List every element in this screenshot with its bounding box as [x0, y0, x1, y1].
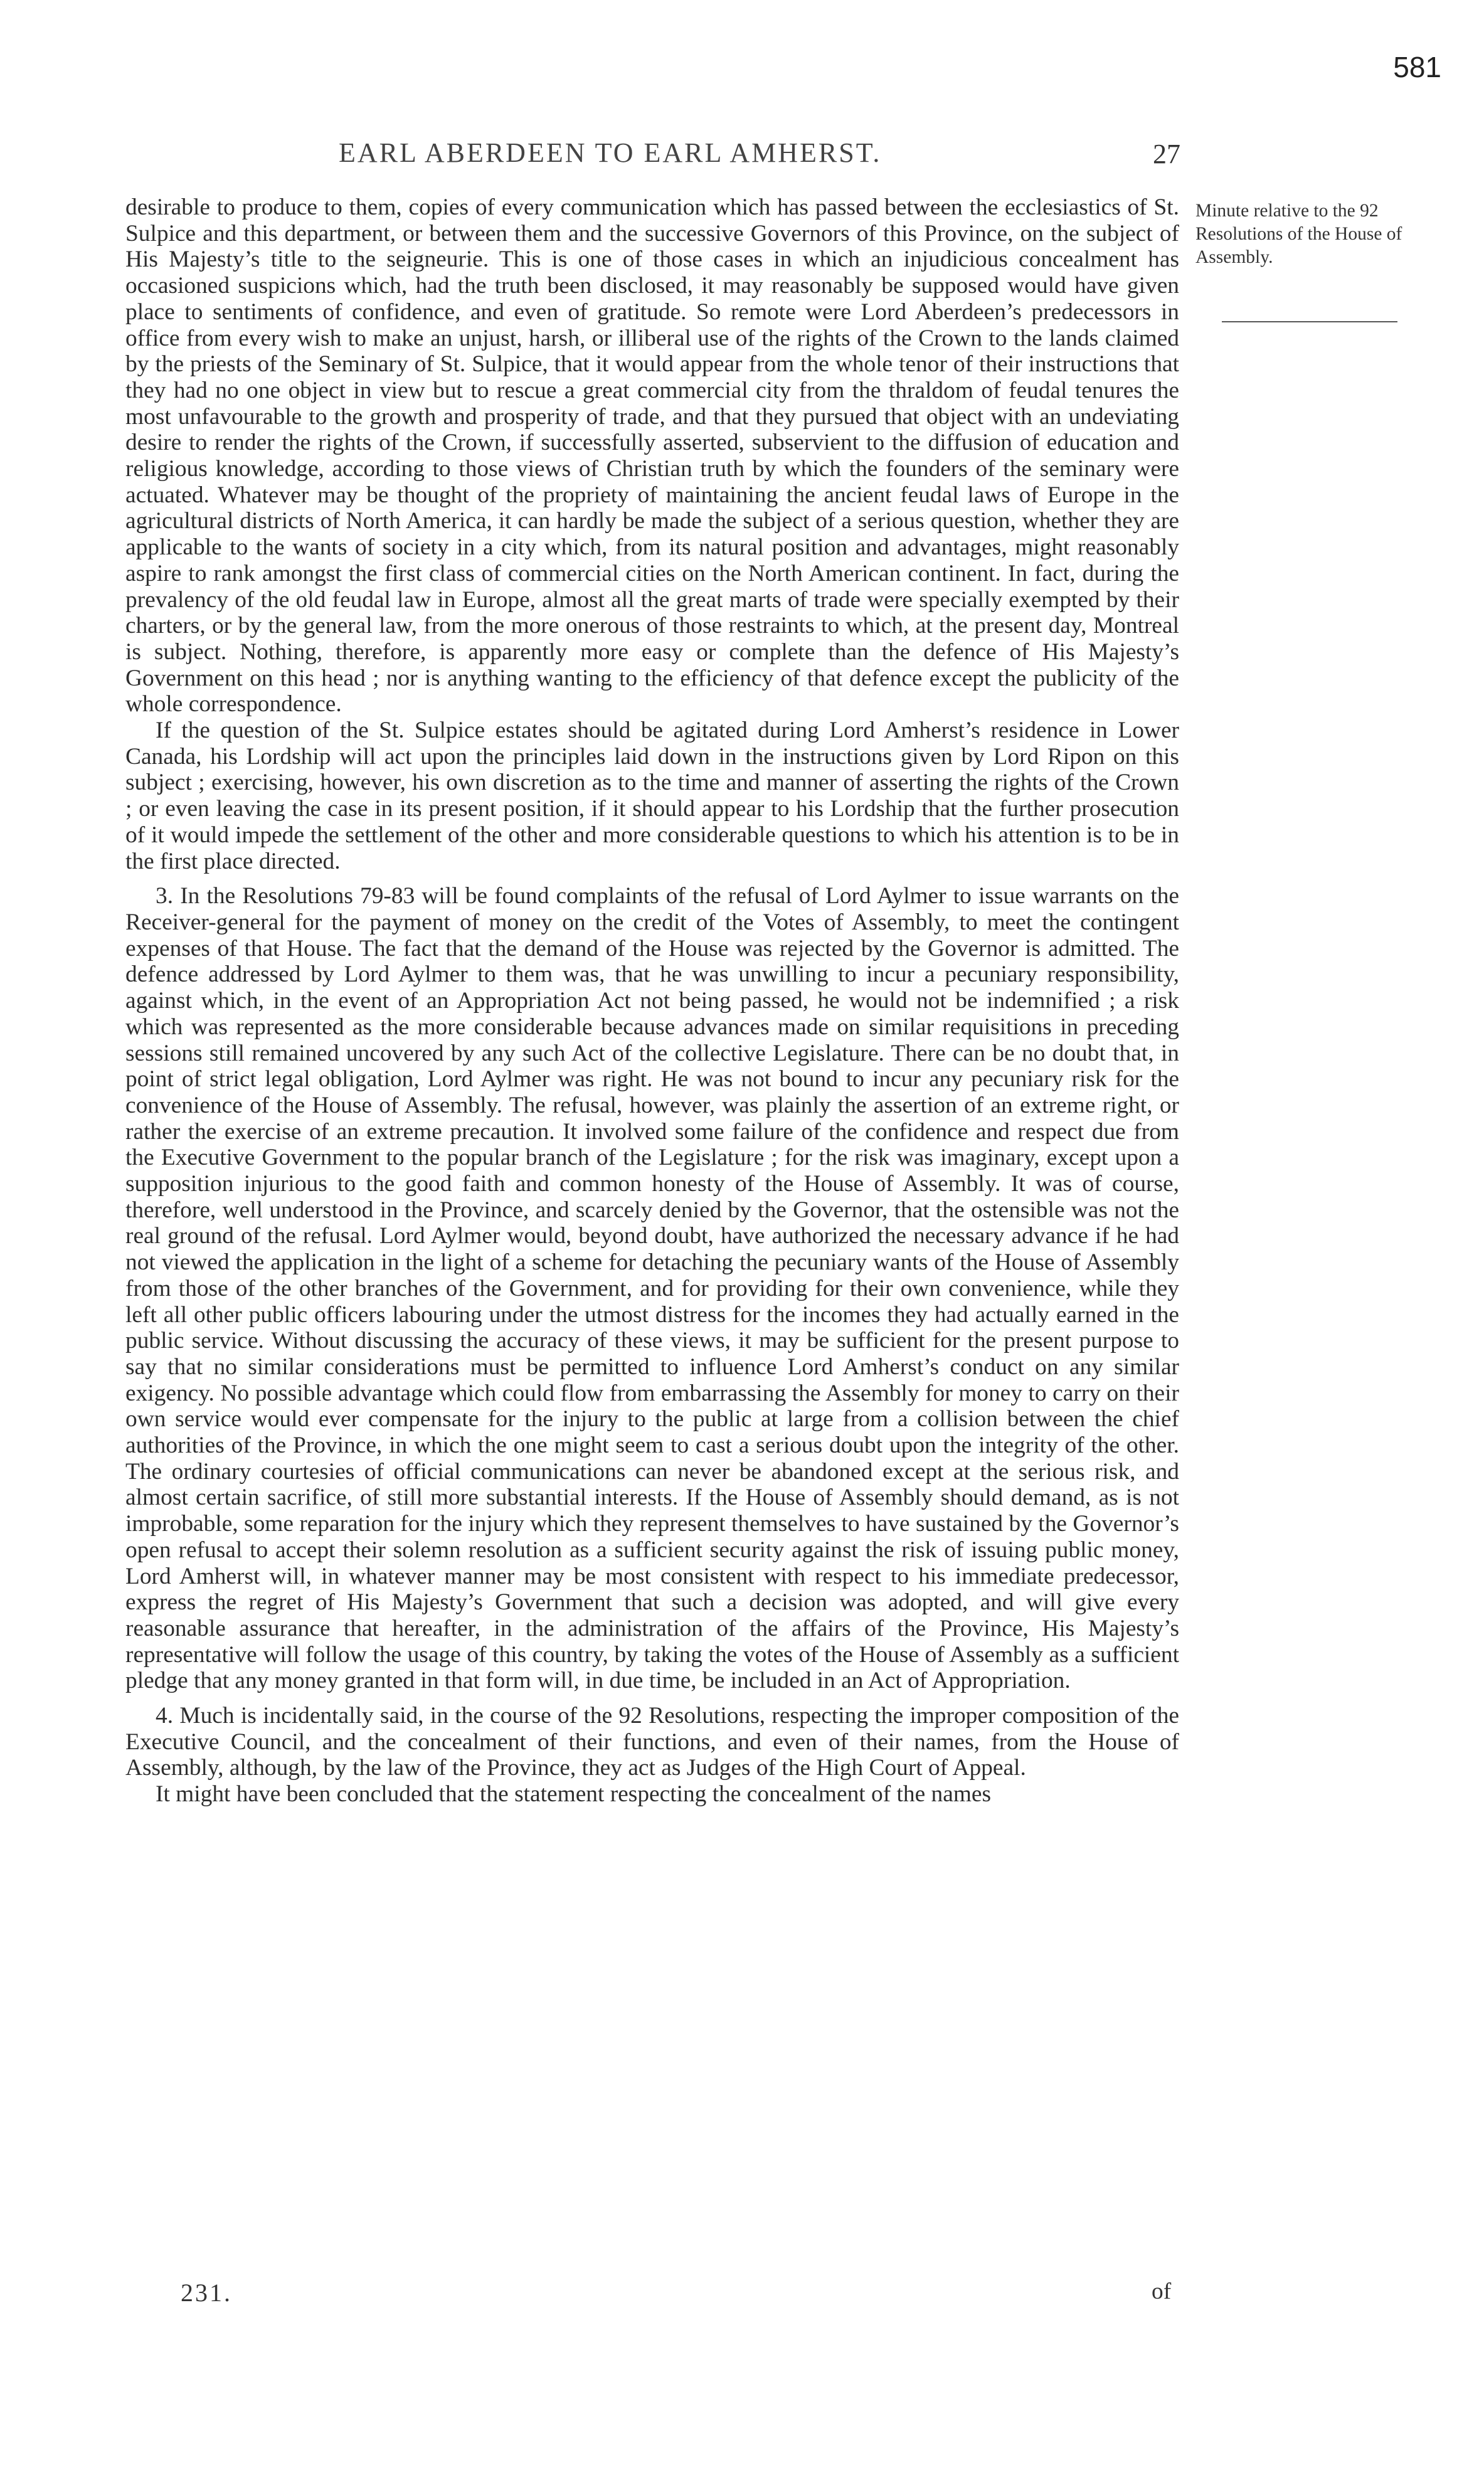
running-head: EARL ABERDEEN TO EARL AMHERST.: [339, 137, 882, 168]
margin-note: Minute relative to the 92 Resolutions of the House of Assembly.: [1195, 201, 1402, 267]
paragraph-section-3: 3. In the Resolutions 79-83 will be found complaints of the refusal of Lord Aylmer to issue warrants on the Receiver-general for the payment of money on the credit of the Votes of Assembly, to meet the contingent expenses of that House. The fact that the demand of the House was rejected by the Governor is admitted. The defence addressed by Lord Aylmer to them was, that he was unwilling to incur a pecuniary responsibility, against which, in the event of an Appropriation Act not being passed, he would not be indemnified ; a risk which was represented as the more considerable because advances made on similar requisitions in preceding sessions still remained uncovered by any such Act of the collective Legislature. There can be no doubt that, in point of strict legal obligation, Lord Aylmer was right. He was not bound to incur any pecuniary risk for the convenience of the House of Assembly. The refusal, however, was plainly the assertion of an extreme right, or rather the exercise of an extreme precaution. It involved some failure of the confidence and respect due from the Executive Government to the popular branch of the Legislature ; for the risk was imaginary, except upon a supposition injurious to the good faith and common honesty of the House of Assembly. It was of course, therefore, well understood in the Province, and scarcely denied by the Governor, that the ostensible was not the real ground of the refusal. Lord Aylmer would, beyond doubt, have authorized the necessary advance if he had not viewed the application in the light of a scheme for detaching the pecuniary wants of the House of Assembly from those of the other branches of the Government, and for providing for their own convenience, while they left all other public officers labouring under the utmost distress for the incomes they had actually earned in the public service. Without discussing the accuracy of these views, it may be sufficient for the present purpose to say that no similar considerations must be permitted to influence Lord Amherst’s conduct on any similar exigency. No possible advantage which could flow from embarrassing the Assembly for money to carry on their own service would ever compensate for the injury to the public at large from a collision between the chief authorities of the Province, in which the one might seem to cast a serious doubt upon the integrity of the other. The ordinary courtesies of official communications can never be abandoned except at the serious risk, and almost certain sacrifice, of still more substantial interests. If the House of Assembly should demand, as is not improbable, some reparation for the injury which they represent themselves to have sustained by the Governor’s open refusal to accept their solemn resolution as a sufficient security against the risk of issuing public money, Lord Amherst will, in whatever manner may be most consistent with respect to his immediate predecessor, express the regret of His Majesty’s Government that such a decision was adopted, and will give every reasonable assurance that hereafter, in the administration of the affairs of the Province, His Majesty’s representative will follow the usage of this country, by taking the votes of the House of Assembly as a sufficient pledge that any money granted in that form will, in due time, be included in an Act of Appropriation.: [125, 883, 1179, 1694]
body-text: [125, 194, 1179, 1808]
paragraph-st-sulpice: If the question of the St. Sulpice estates should be agitated during Lord Amherst’s residence in Lower Canada, his Lordship will act upon the principles laid down in the instructions given by Lord Ripon on this subject ; exercising, however, his own discretion as to the time and manner of asserting the rights of the Crown ; or even leaving the case in its present position, if it should appear to his Lordship that the further prosecution of it would impede the settlement of the other and more considerable questions to which his attention is to be in the first place directed.: [125, 718, 1179, 874]
paragraph-continuation: desirable to produce to them, copies of every communication which has passed between the ecclesiastics of St. Sulpice and this department, or between them and the successive Governors of this Province, on the subject of His Majesty’s title to the seigneurie. This is one of those cases in which an injudicious concealment has occasioned suspicions which, had the truth been disclosed, it may reasonably be supposed would have given place to sentiments of confidence, and even of gratitude. So remote were Lord Aberdeen’s predecessors in office from every wish to make an unjust, harsh, or illiberal use of the rights of the Crown to the lands claimed by the priests of the Seminary of St. Sulpice, that it would appear from the whole tenor of their instructions that they had no one object in view but to rescue a great commercial city from the thraldom of feudal tenures the most unfavourable to the growth and prosperity of trade, and that they pursued that object with an undeviating desire to render the rights of the Crown, if successfully asserted, subservient to the diffusion of education and religious knowledge, according to those views of Christian truth by which the founders of the seminary were actuated. Whatever may be thought of the propriety of maintaining the ancient feudal laws of Europe in the agricultural districts of North America, it can hardly be made the subject of a serious question, whether they are applicable to the wants of society in a city which, from its natural position and advantages, might reasonably aspire to rank amongst the first class of commercial cities on the North American continent. In fact, during the prevalency of the old feudal law in Europe, almost all the great marts of trade were specially exempted by their charters, or by the general law, from the more onerous of those restraints to which, at the present day, Montreal is subject. Nothing, therefore, is apparently more easy or complete than the defence of His Majesty’s Government on this head ; nor is anything wanting to the efficiency of that defence except the publicity of the whole correspondence.: [125, 194, 1179, 718]
paragraph-concealment: It might have been concluded that the statement respecting the concealment of the names: [156, 1781, 992, 1808]
paragraph-section-4: 4. Much is incidentally said, in the course of the 92 Resolutions, respecting the improper composition of the Executive Council, and the concealment of their functions, and even of their names, from the House of Assembly, although, by the law of the Province, they act as Judges of the High Court of Appeal.: [125, 1703, 1179, 1781]
signature-mark: 231.: [181, 2279, 232, 2307]
page-number: 581: [1393, 51, 1441, 83]
catchword: of: [1152, 2279, 1172, 2304]
folio-number: 27: [1153, 139, 1180, 169]
margin-note-rule: [1222, 321, 1397, 322]
